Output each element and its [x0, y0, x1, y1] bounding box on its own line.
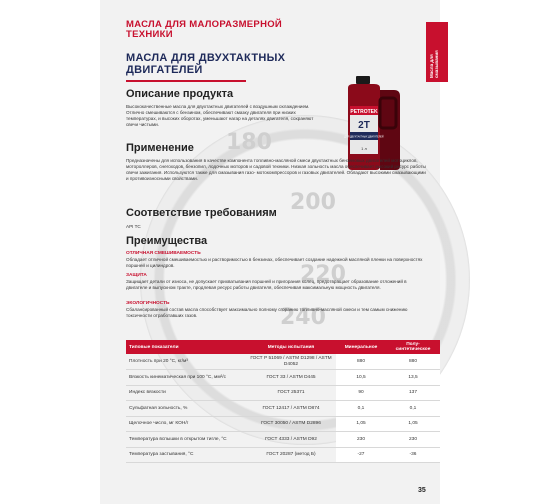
table-row: [126, 401, 440, 417]
title-rule: [126, 80, 246, 82]
column-header: Типовые показатели: [126, 340, 246, 354]
table-header-row: [126, 340, 440, 354]
side-tab-label: Масла для смазывания: [429, 50, 439, 78]
compliance-heading: Соответствие требованиям: [126, 207, 277, 219]
table-cell: -36: [386, 447, 440, 463]
gauge-number: 200: [290, 190, 336, 215]
page-number: 35: [418, 487, 426, 494]
table-row: [126, 447, 440, 463]
table-cell: Вязкость кинематическая при 100 °С, мм²/с: [126, 370, 246, 386]
side-tab: [426, 22, 448, 82]
advantage-title: ОТЛИЧНАЯ СМЕШИВАЕМОСТЬ: [126, 251, 201, 256]
bottle-brand: PETROTEK: [350, 109, 378, 115]
advantage-title: ЗАЩИТА: [126, 273, 147, 278]
gauge-number: 240: [280, 305, 326, 330]
gauge-number: 220: [300, 262, 346, 287]
table-cell: Индекс вязкости: [126, 385, 246, 401]
table-cell: Температура застывания, °С: [126, 447, 246, 463]
section-title: МАСЛА ДЛЯ МАЛОРАЗМЕРНОЙ ТЕХНИКИ: [126, 19, 283, 40]
column-header: Полу-синтетическое: [386, 340, 440, 354]
table-cell: Сульфатная зольность, %: [126, 401, 246, 417]
application-heading: Применение: [126, 142, 194, 154]
table-cell: ГОСТ 20287 (метод Б): [246, 447, 336, 463]
table-cell: 880: [386, 354, 440, 370]
table-cell: Щелочное число, мг КОН/г: [126, 416, 246, 432]
table-row: [126, 385, 440, 401]
column-header: Минеральное: [336, 340, 386, 354]
bottle-volume: 1 л: [361, 146, 367, 151]
gauge-number: 180: [226, 130, 272, 155]
table-cell: Плотность при 20 °С, кг/м³: [126, 354, 246, 370]
table-cell: ГОСТ Р 51069 / ASTM D1298 / ASTM D4052: [246, 354, 336, 370]
left-margin: [0, 0, 100, 504]
advantage-text: Сбалансированный состав масла способствует максимально полному сгоранию топливно-масляной смеси и тем самым снижению токсичности отработавших газов.: [126, 307, 408, 318]
table-cell: 90: [336, 385, 386, 401]
table-cell: 0,1: [386, 401, 440, 417]
table-cell: ГОСТ 25371: [246, 385, 336, 401]
application-text: Предназначены для использования в качестве компонента топливно-масляной смеси двухтактных бензиновых двигателей мотоциклов, мотороллеров, снегоходов, бензопил, лодочных моторов и садовой техники. Низкая зольность масла обеспечивает высокий ресурс работы свечи зажигания. Используются также для смазывания газо- мотокомпрессоров и газовых двигателей. Обладают высокими смазывающими и противоизносными свойствами.: [126, 158, 426, 181]
table-cell: ГОСТ 12417 / ASTM D874: [246, 401, 336, 417]
advantage-text: Защищает детали от износа, не допускает прихватывания поршней и пригорания колец, предотвращает образование отложений в двигателе и выпускном тракте, продлевая ресурс работы двигателя, обеспечивая максимальную мощность двигателя.: [126, 279, 407, 290]
bottle-sublabel: ДЛЯ ДВУХТАКТНЫХ ДВИГАТЕЛЕЙ: [344, 135, 384, 139]
table-row: [126, 416, 440, 432]
advantages-heading: Преимущества: [126, 235, 208, 247]
advantage-text: Обладает отличной смешиваемостью и растворимостью в бензинах, обеспечивает создание надежной масляной пленки на поверхностях поршней и цилиндров.: [126, 257, 423, 268]
table-cell: ГОСТ 4333 / ASTM D92: [246, 432, 336, 448]
table-cell: ГОСТ 33 / ASTM D445: [246, 370, 336, 386]
column-header: Методы испытания: [246, 340, 336, 354]
table-row: [126, 370, 440, 386]
bottle-label: 2Т: [358, 120, 370, 131]
page-title: МАСЛА ДЛЯ ДВУХТАКТНЫХ ДВИГАТЕЛЕЙ: [126, 52, 286, 76]
advantage-title: ЭКОЛОГИЧНОСТЬ: [126, 301, 170, 306]
table-cell: Температура вспышки в открытом тигле, °С: [126, 432, 246, 448]
table-cell: 10,5: [336, 370, 386, 386]
table-cell: 137: [386, 385, 440, 401]
compliance-text: API TC: [126, 224, 141, 229]
table-row: [126, 354, 440, 370]
table-cell: 230: [386, 432, 440, 448]
table-cell: ГОСТ 30050 / ASTM D2896: [246, 416, 336, 432]
table-cell: 230: [336, 432, 386, 448]
table-cell: 1,05: [336, 416, 386, 432]
specs-table: [126, 340, 440, 463]
table-cell: -27: [336, 447, 386, 463]
table-cell: 1,05: [386, 416, 440, 432]
description-heading: Описание продукта: [126, 88, 234, 100]
table-cell: 0,1: [336, 401, 386, 417]
table-cell: 13,5: [386, 370, 440, 386]
table-row: [126, 432, 440, 448]
table-cell: 880: [336, 354, 386, 370]
description-text: Высококачественные масла для двухтактных двигателей с воздушным охлаждением. Отлично смешиваются с бензином, обеспечивают смазку двигателя при низких температурах, и высоких оборотах, уменьшают нагар на деталях двигателя, сохраняют свечи чистыми.: [126, 104, 314, 127]
